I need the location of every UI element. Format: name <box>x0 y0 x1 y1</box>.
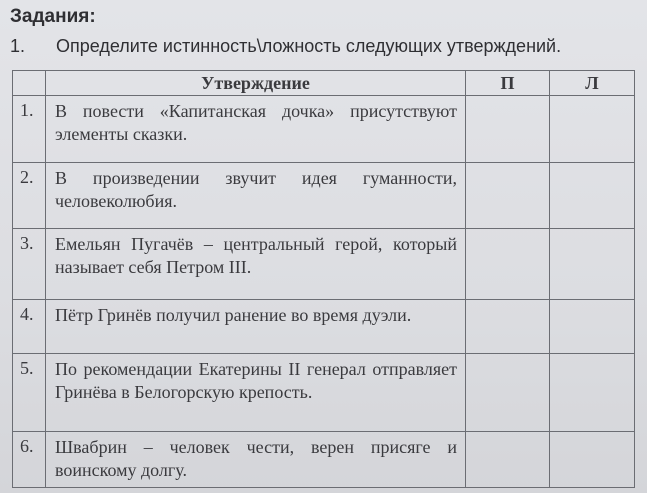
table-header-row <box>13 71 635 96</box>
row-number: 4. <box>13 300 46 354</box>
header-true: П <box>466 71 550 96</box>
row-number: 2. <box>13 163 46 229</box>
answer-false-cell[interactable] <box>550 354 635 432</box>
table-row <box>13 96 635 163</box>
row-statement: По рекомендации Екатерины II генерал отправляет Гринёва в Белогорскую крепость. <box>46 354 466 432</box>
row-number: 1. <box>13 96 46 163</box>
row-number: 6. <box>13 432 46 488</box>
row-statement: Емельян Пугачёв – центральный герой, который называет себя Петром III. <box>46 229 466 300</box>
row-number: 3. <box>13 229 46 300</box>
task-text: Определите истинность\ложность следующих утверждений. <box>56 36 562 56</box>
task-instruction <box>10 36 561 57</box>
row-number: 5. <box>13 354 46 432</box>
answer-true-cell[interactable] <box>466 300 550 354</box>
answer-false-cell[interactable] <box>550 432 635 488</box>
row-statement: В повести «Капитанская дочка» присутствуют элементы сказки. <box>46 96 466 163</box>
answer-true-cell[interactable] <box>466 229 550 300</box>
table-row <box>13 432 635 488</box>
answer-true-cell[interactable] <box>466 96 550 163</box>
answer-false-cell[interactable] <box>550 229 635 300</box>
answer-false-cell[interactable] <box>550 300 635 354</box>
row-statement: В произведении звучит идея гуманности, человеколюбия. <box>46 163 466 229</box>
table-row <box>13 300 635 354</box>
answer-true-cell[interactable] <box>466 354 550 432</box>
answer-true-cell[interactable] <box>466 163 550 229</box>
header-statement: Утверждение <box>46 71 466 96</box>
header-number <box>13 71 46 96</box>
row-statement: Пётр Гринёв получил ранение во время дуэли. <box>46 300 466 354</box>
answer-false-cell[interactable] <box>550 163 635 229</box>
task-number: 1. <box>10 36 26 56</box>
table-row <box>13 354 635 432</box>
answer-true-cell[interactable] <box>466 432 550 488</box>
table-row <box>13 229 635 300</box>
row-statement: Швабрин – человек чести, верен присяге и воинскому долгу. <box>46 432 466 488</box>
table-row <box>13 163 635 229</box>
answer-false-cell[interactable] <box>550 96 635 163</box>
statements-table <box>12 70 635 488</box>
tasks-heading: Задания: <box>10 6 96 27</box>
header-false: Л <box>550 71 635 96</box>
